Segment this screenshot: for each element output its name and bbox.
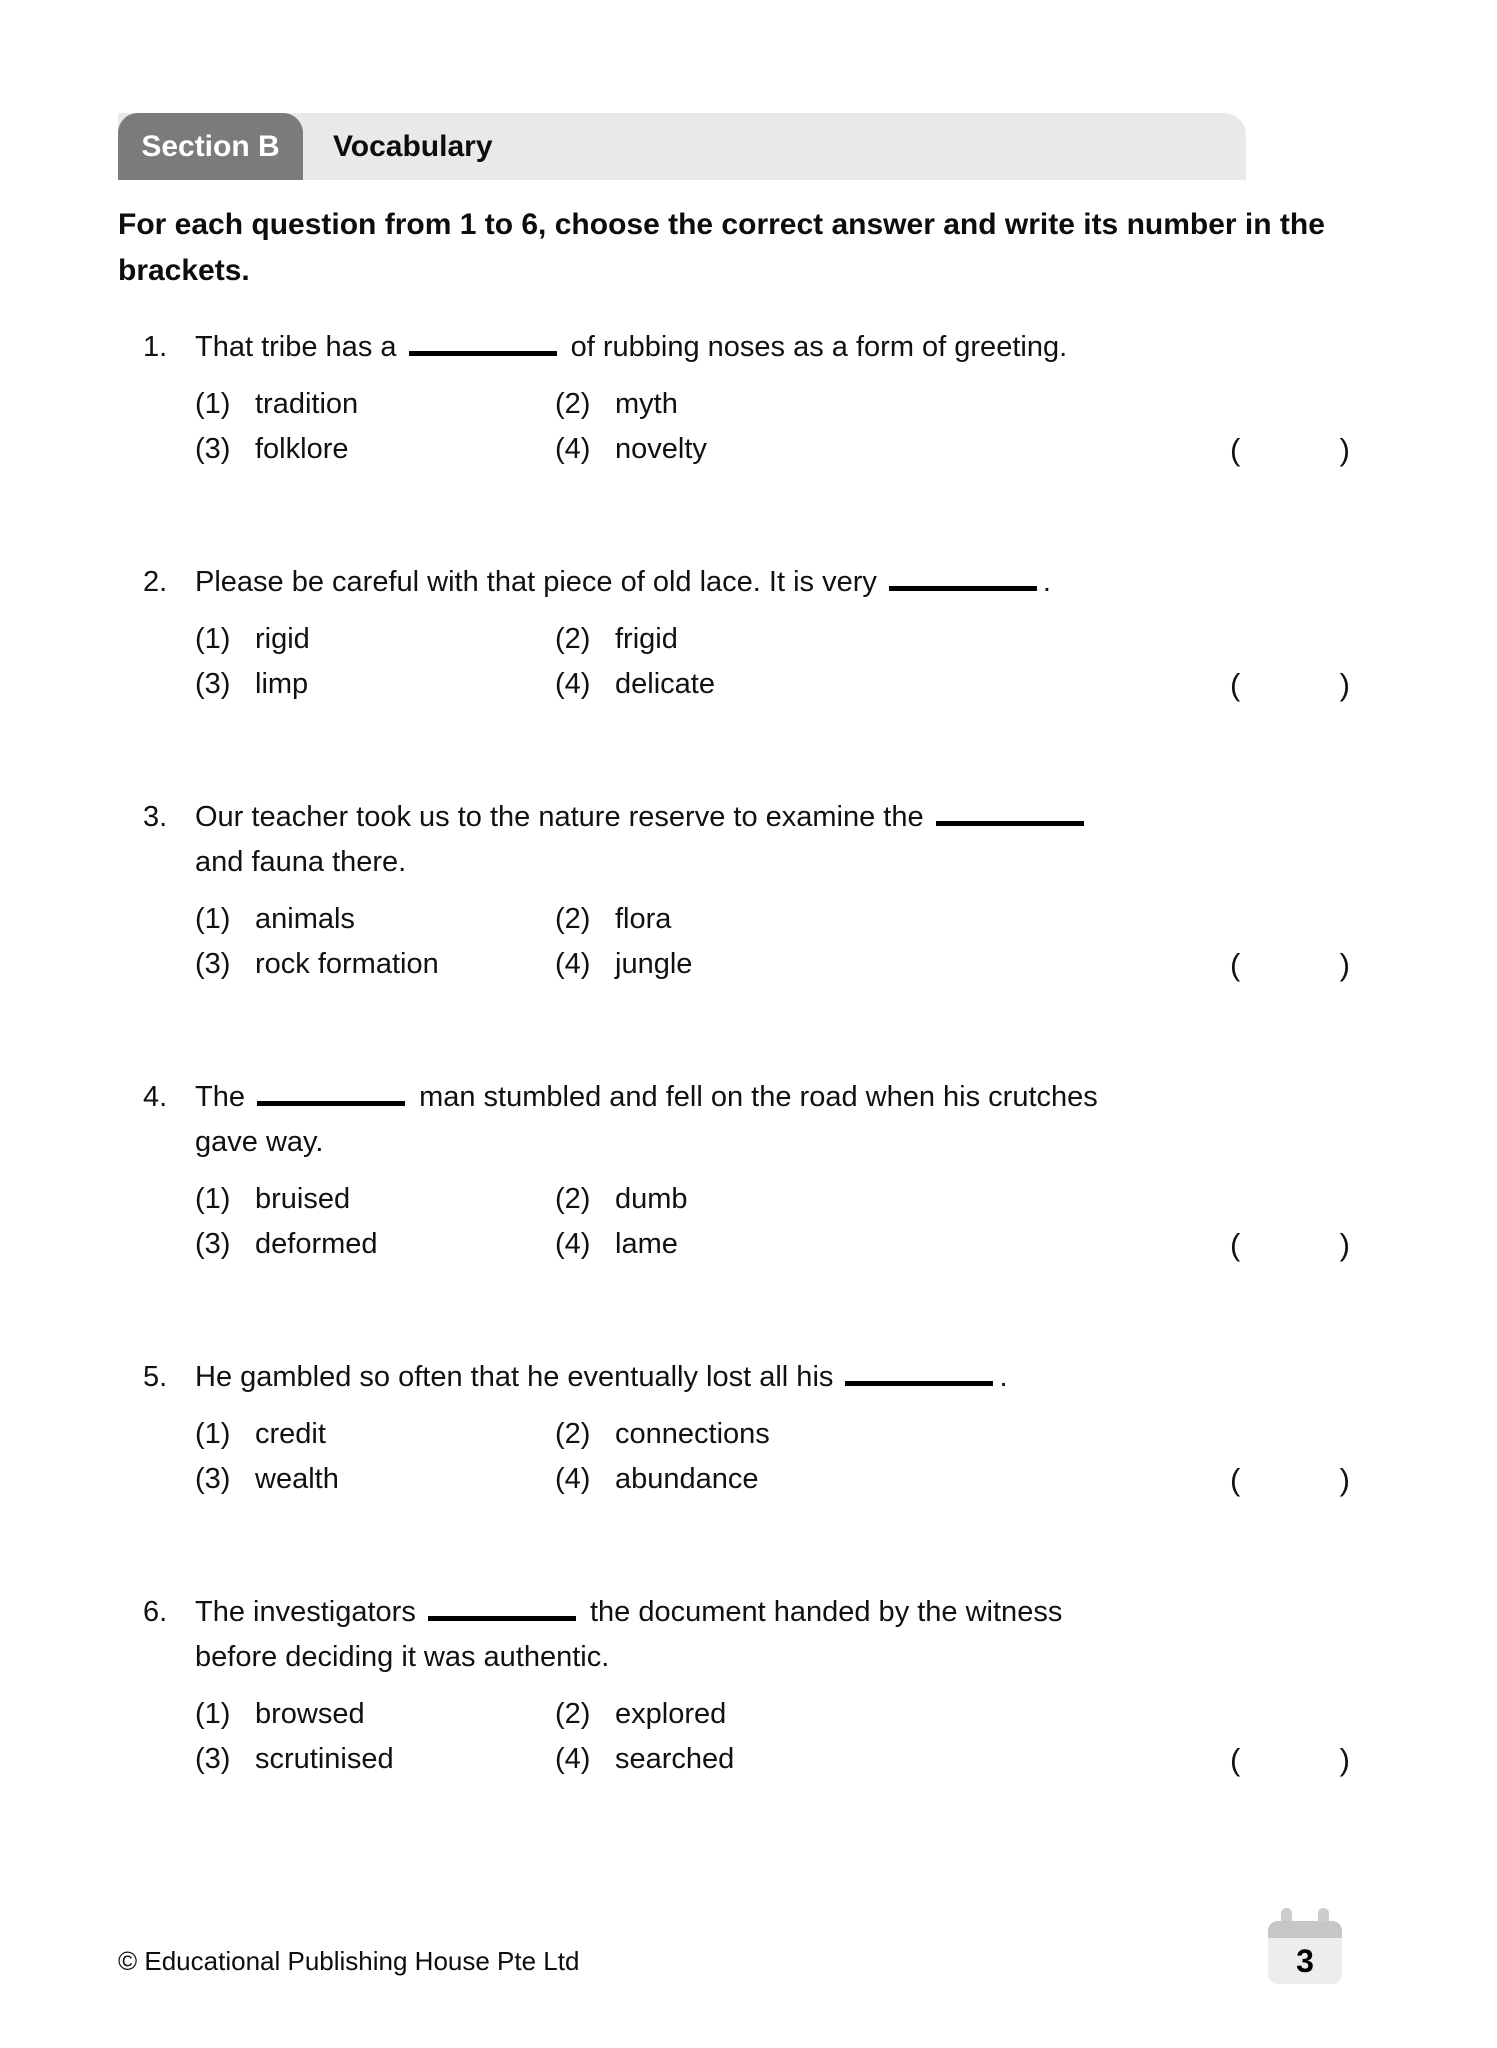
bracket-close: ) [1339,947,1350,982]
question-number: 2. [143,566,168,598]
option-row [195,1692,1350,1737]
option-number: (4) [555,948,591,980]
option-label: scrutinised [255,1743,394,1775]
question-text [195,1075,1350,1165]
question-text-segment: . [999,1361,1008,1393]
question-text-segment: gave way. [195,1126,324,1158]
option-row [195,617,1350,662]
bracket-close: ) [1339,1462,1350,1497]
question-text-segment: He gambled so often that he eventually lost all his [195,1361,842,1393]
option-row [195,662,1350,707]
option-row [195,1737,1350,1782]
question-options [195,1692,1350,1782]
bracket-close: ) [1339,1227,1350,1262]
answer-bracket-spacer [1230,897,1350,942]
option-row [195,1177,1350,1222]
question-options [195,617,1350,707]
page-number-badge [1268,1921,1342,1984]
question-number: 3. [143,801,168,833]
calendar-icon [1268,1908,1342,1984]
bracket-open: ( [1230,1742,1241,1777]
calendar-top-bar [1268,1921,1342,1938]
option-row [195,427,1350,472]
bracket-open: ( [1230,1462,1241,1497]
question-block [118,325,1350,472]
option-number: (1) [195,1698,231,1730]
question-options [195,1177,1350,1267]
page-number: 3 [1296,1942,1314,1979]
question-text-segment: the document handed by the witness [581,1596,1063,1628]
question-options [195,1412,1350,1502]
answer-blank [936,798,1084,826]
answer-bracket [1230,1737,1350,1782]
question-text [195,1590,1350,1680]
answer-bracket-spacer [1230,1177,1350,1222]
option-label: frigid [615,623,678,655]
option-number: (1) [195,1183,231,1215]
bracket-open: ( [1230,667,1241,702]
question-text-segment: The [195,1081,254,1113]
questions-list [118,325,1350,1870]
option-number: (1) [195,903,231,935]
question-text-segment: of rubbing noses as a form of greeting. [562,331,1068,363]
option-number: (1) [195,623,231,655]
option-number: (3) [195,1743,231,1775]
option-label: dumb [615,1183,688,1215]
question-text-segment: That tribe has a [195,331,405,363]
option-number: (3) [195,668,231,700]
option-label: browsed [255,1698,365,1730]
option-number: (3) [195,948,231,980]
bracket-close: ) [1339,1742,1350,1777]
option-number: (3) [195,1228,231,1260]
copyright-text: © Educational Publishing House Pte Ltd [118,1946,580,1976]
question-text-segment: Our teacher took us to the nature reserve to examine the [195,801,932,833]
question-options [195,897,1350,987]
option-label: delicate [615,668,715,700]
option-number: (4) [555,1228,591,1260]
question-block [118,560,1350,707]
option-label: folklore [255,433,349,465]
question-text [195,1355,1350,1400]
bracket-close: ) [1339,667,1350,702]
option-label: jungle [615,948,693,980]
question-block [118,1075,1350,1267]
option-label: limp [255,668,309,700]
option-label: lame [615,1228,678,1260]
option-row [195,942,1350,987]
option-label: novelty [615,433,707,465]
answer-bracket [1230,942,1350,987]
option-number: (2) [555,1698,591,1730]
option-row [195,1412,1350,1457]
option-number: (4) [555,433,591,465]
question-text-segment: Please be careful with that piece of old lace. It is very [195,566,885,598]
option-number: (2) [555,1418,591,1450]
bracket-close: ) [1339,432,1350,467]
option-label: connections [615,1418,770,1450]
answer-blank [409,328,557,356]
option-label: wealth [255,1463,339,1495]
question-options [195,382,1350,472]
option-number: (2) [555,388,591,420]
option-label: rock formation [255,948,439,980]
answer-bracket-spacer [1230,1412,1350,1457]
question-number: 5. [143,1361,168,1393]
question-number: 1. [143,331,168,363]
question-text-segment: before deciding it was authentic. [195,1641,610,1673]
answer-blank [889,563,1037,591]
option-label: deformed [255,1228,378,1260]
question-number: 4. [143,1081,168,1113]
option-label: abundance [615,1463,759,1495]
question-number: 6. [143,1596,168,1628]
option-number: (3) [195,433,231,465]
section-tab [118,113,303,180]
answer-bracket [1230,1222,1350,1267]
option-number: (1) [195,388,231,420]
bracket-open: ( [1230,432,1241,467]
question-text-segment: and fauna there. [195,846,407,878]
answer-bracket-spacer [1230,617,1350,662]
answer-bracket-spacer [1230,1692,1350,1737]
question-block [118,795,1350,987]
option-label: animals [255,903,355,935]
option-number: (2) [555,1183,591,1215]
question-text-segment: The investigators [195,1596,424,1628]
option-row [195,1457,1350,1502]
option-label: myth [615,388,678,420]
answer-bracket-spacer [1230,382,1350,427]
question-block [118,1355,1350,1502]
option-row [195,382,1350,427]
option-label: credit [255,1418,326,1450]
section-label: Section B [141,129,280,163]
section-header-bar [118,113,1246,180]
instructions-text: For each question from 1 to 6, choose the correct answer and write its number in the brackets. [118,208,1325,287]
answer-blank [257,1078,405,1106]
option-label: bruised [255,1183,351,1215]
option-label: searched [615,1743,735,1775]
answer-bracket [1230,662,1350,707]
answer-blank [428,1593,576,1621]
option-number: (1) [195,1418,231,1450]
question-block [118,1590,1350,1782]
answer-bracket [1230,1457,1350,1502]
option-label: flora [615,903,672,935]
option-number: (4) [555,1463,591,1495]
option-label: tradition [255,388,359,420]
question-text [195,560,1350,605]
question-text-segment: . [1042,566,1051,598]
question-text-segment: man stumbled and fell on the road when his crutches [411,1081,1098,1113]
option-number: (2) [555,623,591,655]
option-number: (4) [555,668,591,700]
bracket-open: ( [1230,947,1241,982]
option-number: (3) [195,1463,231,1495]
answer-blank [845,1358,993,1386]
option-row [195,1222,1350,1267]
answer-bracket [1230,427,1350,472]
option-label: rigid [255,623,310,655]
question-text [195,795,1350,885]
bracket-open: ( [1230,1227,1241,1262]
option-label: explored [615,1698,727,1730]
option-number: (2) [555,903,591,935]
section-title: Vocabulary [333,129,493,163]
option-number: (4) [555,1743,591,1775]
question-text [195,325,1350,370]
option-row [195,897,1350,942]
